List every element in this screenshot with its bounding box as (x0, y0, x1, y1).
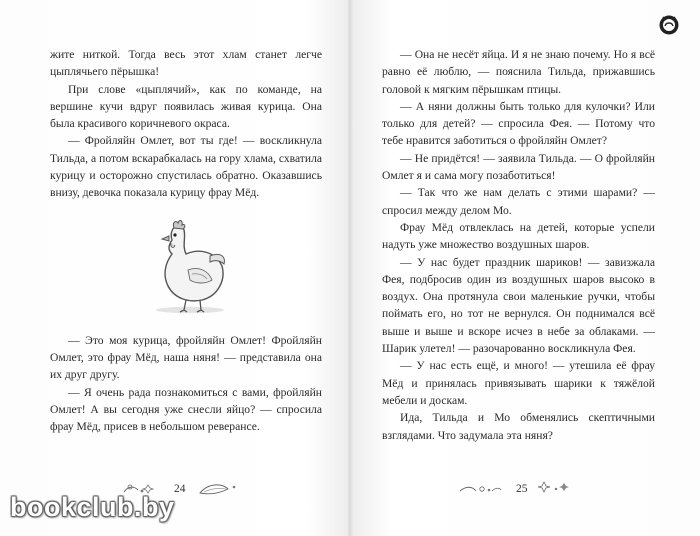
chicken-icon (150, 210, 230, 320)
page-number-right: 25 (516, 483, 528, 495)
book-gutter (347, 0, 353, 536)
paragraph: — Это моя курица, фройляйн Омлет! Фройляйн Омлет, это фрау Мёд, наша няня! — представила она их друг другу. (50, 333, 322, 382)
paragraph: — Фройляйн Омлет, вот ты где! — воскликнула Тильда, а потом вскарабкалась на гору хлама, схватила курицу и осторожно спустилась обратно. Оказавшись внизу, девочка показала курицу фрау Мёд. (50, 134, 322, 200)
paragraph: Ида, Тильда и Мо обменялись скептичными взглядами. Что задумала эта няня? (382, 411, 655, 442)
chicken-illustration (50, 210, 322, 322)
paragraph: — Так что же нам делать с этими шарами? — спросил между делом Мо. (382, 186, 655, 217)
right-page-text (382, 46, 655, 444)
paragraph: — Не придётся! — заявила Тильда. — О фройляйн Омлет я и сама могу позаботиться! (382, 151, 655, 183)
publisher-logo-icon (658, 14, 680, 36)
floral-ornament-icon (198, 481, 242, 497)
watermark: bookclub.by (10, 492, 175, 522)
floral-ornament-icon (538, 480, 582, 496)
paragraph: — У нас будет праздник шариков! — завизжала Фея, подбросив один из воздушных шаров высоко в воздух. Она протянула свои маленькие ручки, чтобы поймать его, но тот не вернулся. Он поднимался всё выше и выше и вскоре исчез в небе за облаками. — Шарик улетел! — разочарованно воскликнула Фея. (382, 255, 655, 356)
paragraph: — А няни должны быть только для кулочки? Или только для детей? — спросила Фея. — Потому что тебе нравится заботиться о фройляйн Омлет? (382, 99, 655, 148)
paragraph: — Я очень рада познакомиться с вами, фройляйн Омлет! А вы сегодня уже снесли яйцо? — спросила фрау Мёд, присев в небольшом реверансе. (50, 385, 322, 434)
left-page-text-bottom (50, 332, 322, 436)
paragraph: — Она не несёт яйца. И я не знаю почему. Но я всё равно её люблю, — пояснила Тильда, прижавшись головой к мягким пёрышкам птицы. (382, 48, 655, 96)
right-page (382, 46, 655, 444)
paragraph: Фрау Мёд отвлеклась на детей, которые успели надуть уже множество воздушных шаров. (382, 220, 655, 252)
paragraph: жите ниткой. Тогда весь этот хлам станет легче цыплячьего пёрышка! (50, 48, 322, 79)
paragraph: — У нас есть ещё, и много! — утешила её фрау Мёд и принялась привязывать шарики к тяжёлой мебели и доскам. (382, 359, 655, 407)
left-page (50, 46, 322, 435)
paragraph: При слове «цыплячий», как по команде, на вершине кучи вдруг появилась живая курица. Она была красивого коричневого окраса. (50, 82, 322, 131)
floral-ornament-icon (458, 482, 502, 496)
page-number-left: 24 (174, 483, 186, 495)
left-page-text-top (50, 46, 322, 202)
